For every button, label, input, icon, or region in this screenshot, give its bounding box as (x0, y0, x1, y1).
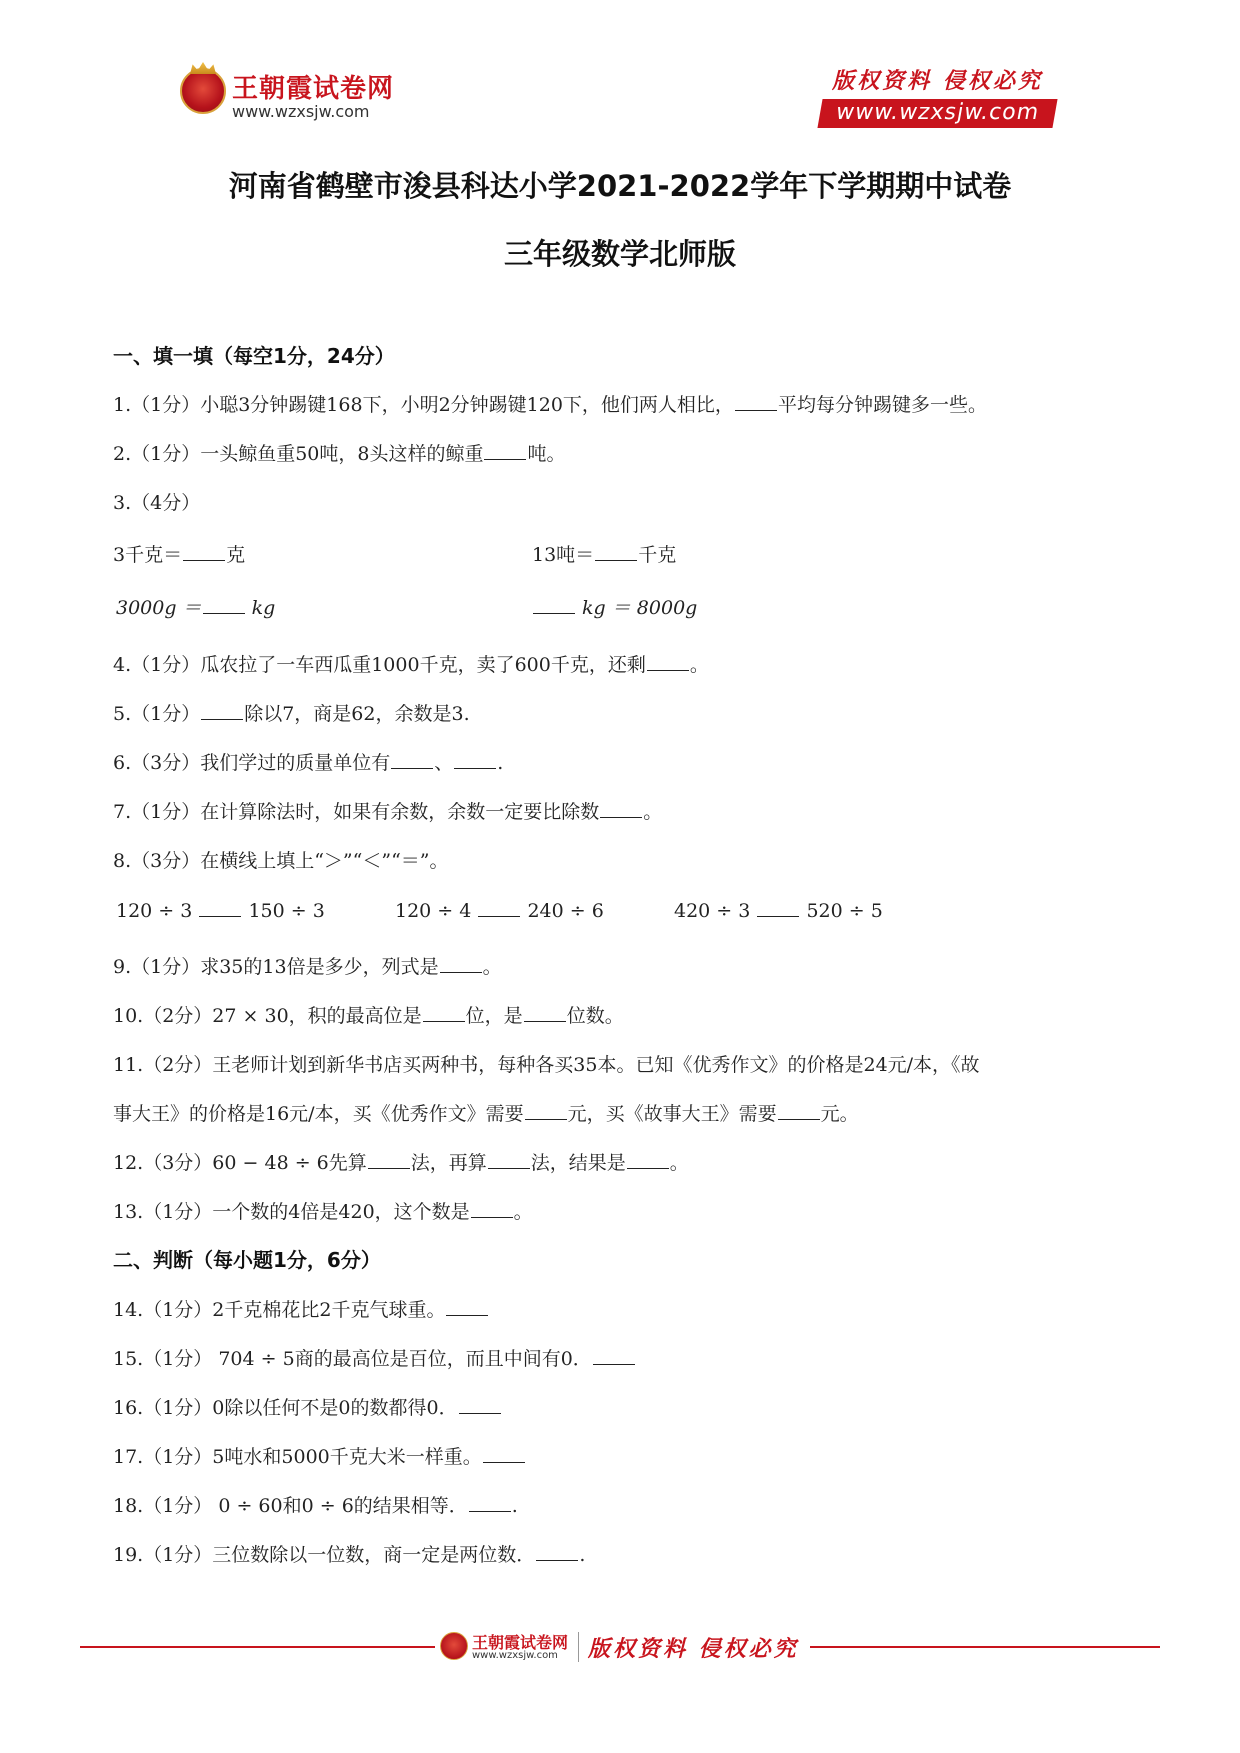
answer-blank[interactable] (459, 1395, 501, 1414)
answer-blank[interactable] (484, 441, 526, 460)
answer-blank[interactable] (595, 542, 637, 561)
question-text: 18.（1分） 0 ÷ 60和0 ÷ 6的结果相等． (113, 1495, 468, 1517)
question-text: 千克 (638, 544, 677, 566)
question-text: 克 (226, 544, 246, 566)
answer-blank[interactable] (525, 1101, 567, 1120)
answer-blank[interactable] (483, 1444, 525, 1463)
question-text: 。 (689, 654, 709, 676)
logo-url: www.wzxsjw.com (232, 102, 370, 121)
question-text: 4.（1分）瓜农拉了一车西瓜重1000千克，卖了600千克，还剩 (113, 654, 646, 676)
question-6 (113, 748, 503, 775)
answer-blank[interactable] (440, 954, 482, 973)
answer-blank[interactable] (423, 1003, 465, 1022)
question-text: 7.（1分）在计算除法时，如果有余数，余数一定要比除数 (113, 801, 600, 823)
footer-divider (810, 1646, 1160, 1648)
question-8-expr-3 (674, 898, 883, 922)
question-text: 位数。 (566, 1005, 624, 1027)
question-text: 240 ÷ 6 (527, 900, 604, 922)
question-text: 120 ÷ 4 (395, 900, 472, 922)
question-9 (113, 952, 502, 979)
question-12 (113, 1148, 689, 1175)
question-text: 。 (643, 801, 663, 823)
footer-logo-url: www.wzxsjw.com (472, 1650, 558, 1661)
question-text: 2.（1分）一头鲸鱼重50吨，8头这样的鲸重 (113, 443, 484, 465)
question-text: 150 ÷ 3 (248, 900, 325, 922)
answer-blank[interactable] (454, 750, 496, 769)
question-text: . (579, 1544, 586, 1566)
question-3-row-2 (116, 593, 275, 620)
question-text: 14.（1分）2千克棉花比2千克气球重。 (113, 1299, 446, 1321)
question-13 (113, 1197, 533, 1224)
question-8-expr-1 (116, 898, 325, 922)
question-text: 法，结果是 (530, 1152, 626, 1174)
question-text: 9.（1分）求35的13倍是多少，列式是 (113, 956, 439, 978)
question-3-row-1b (532, 540, 676, 567)
question-text: kg (251, 597, 276, 619)
logo-title: 王朝霞试卷网 (232, 74, 395, 104)
footer-separator (578, 1632, 579, 1662)
question-text: 19.（1分）三位数除以一位数，商一定是两位数． (113, 1544, 536, 1566)
question-text: 。 (669, 1152, 689, 1174)
answer-blank[interactable] (600, 799, 642, 818)
copyright-banner (820, 64, 1055, 124)
answer-blank[interactable] (203, 595, 245, 614)
question-text: 12.（3分）60 − 48 ÷ 6先算 (113, 1152, 367, 1174)
crown-seal-icon (180, 68, 226, 114)
answer-blank[interactable] (488, 1150, 530, 1169)
question-text: 吨。 (527, 443, 566, 465)
question-18 (113, 1491, 518, 1518)
question-4 (113, 650, 709, 677)
answer-blank[interactable] (593, 1346, 635, 1365)
question-7 (113, 797, 662, 824)
answer-blank[interactable] (391, 750, 433, 769)
question-5 (113, 699, 470, 726)
question-text: 520 ÷ 5 (806, 900, 883, 922)
answer-blank[interactable] (533, 595, 575, 614)
question-2 (113, 439, 566, 466)
exam-subtitle: 三年级数学北师版 (503, 237, 736, 271)
question-text: . (511, 1495, 518, 1517)
question-text: 法，再算 (410, 1152, 487, 1174)
question-19 (113, 1540, 585, 1567)
answer-blank[interactable] (201, 701, 243, 720)
question-15 (113, 1344, 636, 1371)
site-logo (180, 66, 410, 126)
answer-blank[interactable] (735, 392, 777, 411)
question-text: 、 (434, 752, 454, 774)
crown-seal-icon (440, 1632, 468, 1660)
exam-title: 河南省鹤壁市浚县科达小学2021-2022学年下学期期中试卷 (228, 169, 1012, 203)
footer-divider (80, 1646, 435, 1648)
question-10 (113, 1001, 624, 1028)
answer-blank[interactable] (627, 1150, 669, 1169)
answer-blank[interactable] (446, 1297, 488, 1316)
answer-blank[interactable] (183, 542, 225, 561)
question-text: . (497, 752, 504, 774)
question-text: 420 ÷ 3 (674, 900, 751, 922)
question-text: 5.（1分） (113, 703, 201, 725)
question-11-cont (113, 1099, 859, 1126)
question-3: 3.（4分） (113, 492, 201, 514)
question-3-row-1 (113, 540, 245, 567)
question-text: 10.（2分）27 × 30，积的最高位是 (113, 1005, 422, 1027)
question-text: 事大王》的价格是16元/本，买《优秀作文》需要 (113, 1103, 524, 1125)
answer-blank[interactable] (471, 1199, 513, 1218)
copyright-text: 版权资料 侵权必究 (832, 68, 1043, 94)
answer-blank[interactable] (757, 898, 799, 917)
answer-blank[interactable] (368, 1150, 410, 1169)
question-8-expr-2 (395, 898, 604, 922)
question-text: 13.（1分）一个数的4倍是420，这个数是 (113, 1201, 470, 1223)
question-11: 11.（2分）王老师计划到新华书店买两种书，每种各买35本。已知《优秀作文》的价格是24元/本，《故 (113, 1054, 980, 1076)
question-text: 15.（1分） 704 ÷ 5商的最高位是百位，而且中间有0． (113, 1348, 592, 1370)
answer-blank[interactable] (478, 898, 520, 917)
question-text: 6.（3分）我们学过的质量单位有 (113, 752, 391, 774)
question-text: 3千克＝ (113, 544, 183, 566)
question-text: 。 (482, 956, 502, 978)
answer-blank[interactable] (778, 1101, 820, 1120)
answer-blank[interactable] (199, 898, 241, 917)
question-1 (113, 390, 987, 417)
section-heading: 二、判断（每小题1分，6分） (113, 1248, 381, 1272)
question-17 (113, 1442, 526, 1469)
question-14 (113, 1295, 489, 1322)
answer-blank[interactable] (536, 1542, 578, 1561)
question-text: 1.（1分）小聪3分钟踢键168下，小明2分钟踢键120下，他们两人相比， (113, 394, 734, 416)
footer-copyright: 版权资料 侵权必究 (588, 1636, 799, 1662)
footer-logo-title: 王朝霞试卷网 (472, 1633, 569, 1652)
question-text: 元。 (820, 1103, 859, 1125)
question-text: 。 (513, 1201, 533, 1223)
question-text: 元，买《故事大王》需要 (567, 1103, 777, 1125)
question-text: 17.（1分）5吨水和5000千克大米一样重。 (113, 1446, 482, 1468)
question-text: 16.（1分）0除以任何不是0的数都得0． (113, 1397, 458, 1419)
copyright-url: www.wzxsjw.com (817, 99, 1057, 128)
question-16 (113, 1393, 502, 1420)
answer-blank[interactable] (524, 1003, 566, 1022)
question-text: kg ＝ 8000g (582, 597, 698, 619)
section-heading: 一、填一填（每空1分，24分） (113, 344, 395, 368)
answer-blank[interactable] (469, 1493, 511, 1512)
question-text: 平均每分钟踢键多一些。 (777, 394, 987, 416)
question-text: 13吨＝ (532, 544, 595, 566)
question-3-row-2b (532, 593, 697, 620)
answer-blank[interactable] (647, 652, 689, 671)
question-8: 8.（3分）在横线上填上“＞”“＜”“＝”。 (113, 850, 449, 872)
question-text: 120 ÷ 3 (116, 900, 193, 922)
question-text: 除以7，商是62，余数是3. (244, 703, 470, 725)
question-text: 位，是 (465, 1005, 523, 1027)
question-text: 3000g ＝ (116, 597, 202, 619)
